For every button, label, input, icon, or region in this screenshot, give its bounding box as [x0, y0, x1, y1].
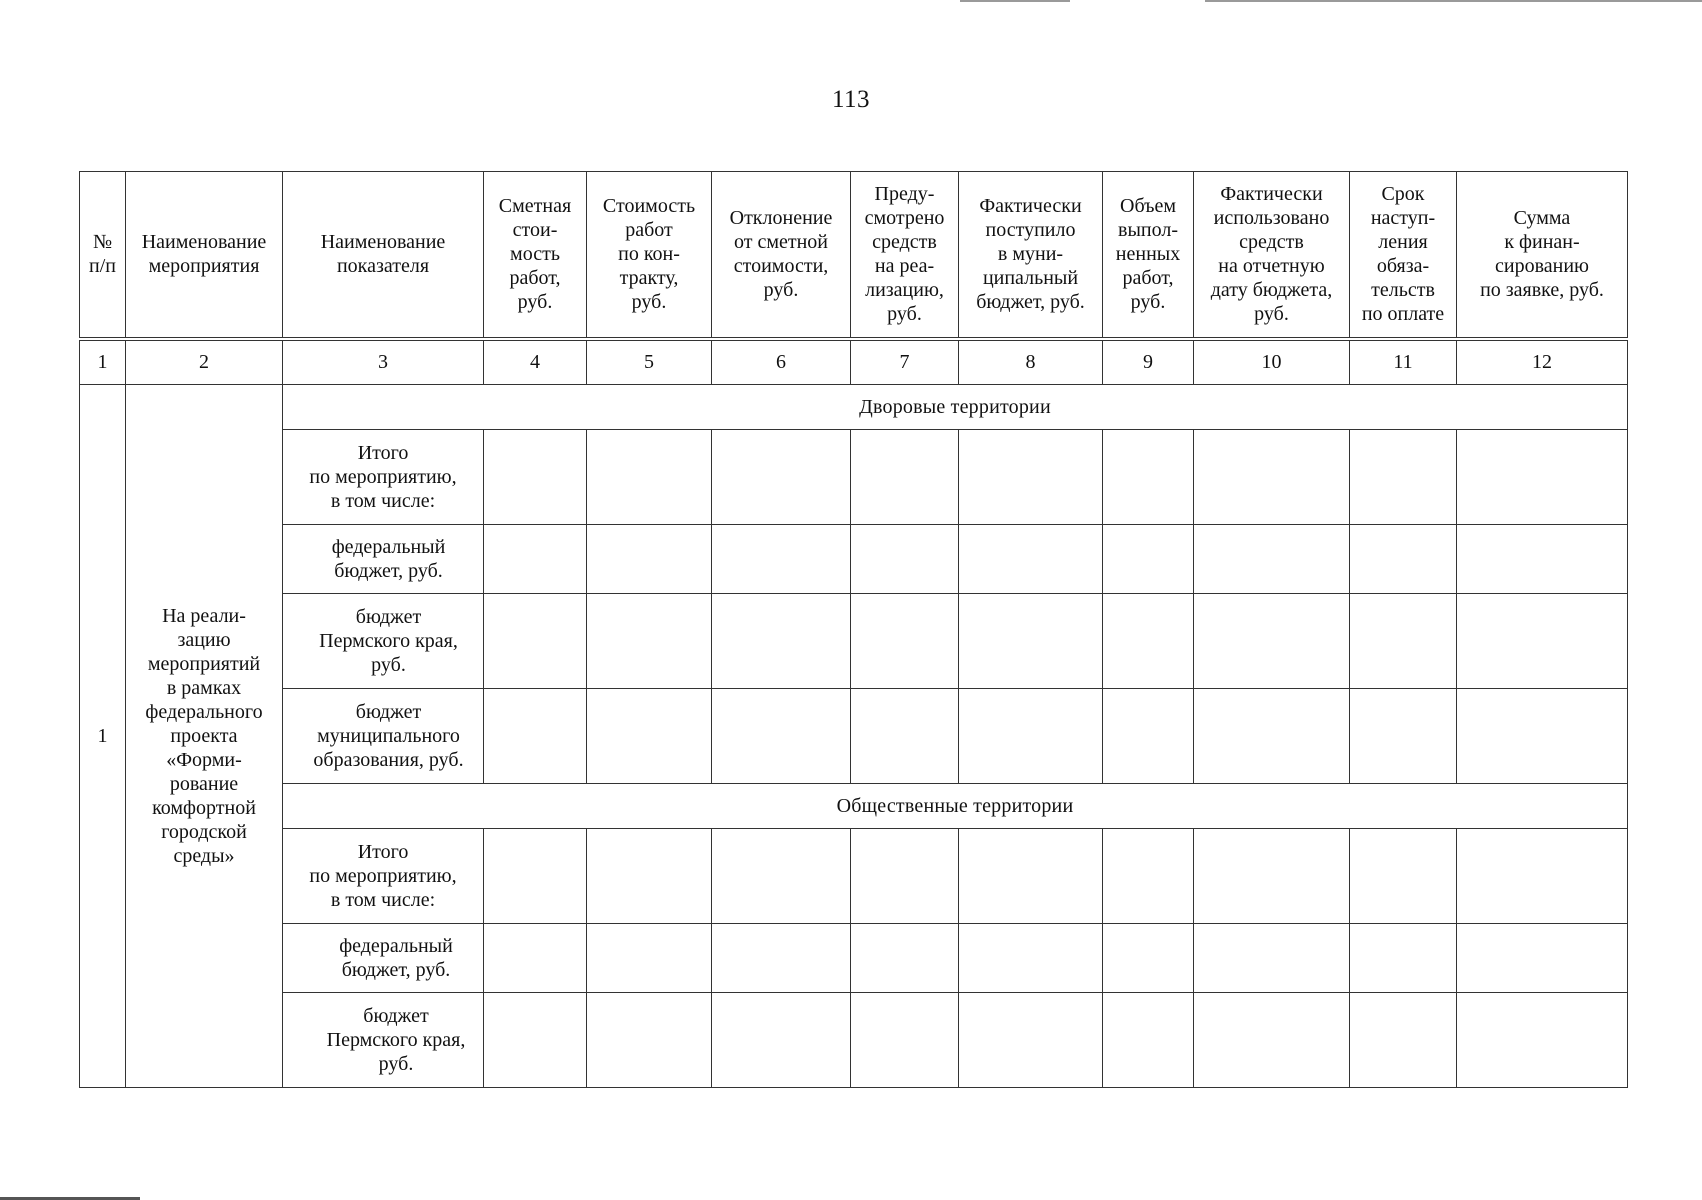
- data-cell: [587, 525, 712, 594]
- data-cell: [851, 430, 959, 525]
- scan-artifact-line: [960, 0, 1070, 2]
- header-row: [80, 172, 1628, 339]
- table-row: [80, 430, 1628, 525]
- table-row: [80, 594, 1628, 689]
- data-cell: [1194, 829, 1350, 924]
- section-row-yards: [80, 385, 1628, 430]
- indicator-label: Итого по мероприятию, в том числе:: [283, 430, 484, 525]
- table-row: [80, 829, 1628, 924]
- data-cell: [1103, 829, 1194, 924]
- data-cell: [1350, 525, 1457, 594]
- section-title: Дворовые территории: [283, 385, 1628, 430]
- data-cell: [1194, 924, 1350, 993]
- data-cell: [959, 594, 1103, 689]
- data-cell: [851, 924, 959, 993]
- data-cell: [1194, 430, 1350, 525]
- column-number: 1: [80, 339, 126, 385]
- data-cell: [587, 993, 712, 1088]
- header-cell-number: № п/п: [80, 172, 126, 339]
- data-cell: [851, 689, 959, 784]
- data-cell: [712, 689, 851, 784]
- column-number: 3: [283, 339, 484, 385]
- data-cell: [1457, 525, 1628, 594]
- indicator-label: бюджет Пермского края, руб.: [283, 993, 484, 1088]
- data-cell: [1457, 689, 1628, 784]
- column-number: 10: [1194, 339, 1350, 385]
- data-cell: [1457, 924, 1628, 993]
- data-cell: [959, 993, 1103, 1088]
- data-cell: [587, 924, 712, 993]
- data-cell: [484, 594, 587, 689]
- data-cell: [1103, 993, 1194, 1088]
- indicator-label: бюджет Пермского края, руб.: [283, 594, 484, 689]
- data-cell: [1457, 829, 1628, 924]
- data-cell: [712, 594, 851, 689]
- header-cell-indicator: Наименование показателя: [283, 172, 484, 339]
- data-cell: [712, 525, 851, 594]
- data-cell: [851, 829, 959, 924]
- data-cell: [1350, 689, 1457, 784]
- data-cell: [712, 993, 851, 1088]
- data-cell: [1350, 594, 1457, 689]
- header-cell-estimated-cost: Сметная стои- мость работ, руб.: [484, 172, 587, 339]
- data-cell: [959, 525, 1103, 594]
- header-cell-event: Наименование мероприятия: [126, 172, 283, 339]
- data-cell: [1457, 430, 1628, 525]
- row-number: 1: [80, 385, 126, 1088]
- data-cell: [851, 993, 959, 1088]
- table-row: [80, 924, 1628, 993]
- data-cell: [1350, 993, 1457, 1088]
- column-number: 9: [1103, 339, 1194, 385]
- data-cell: [1103, 594, 1194, 689]
- data-cell: [587, 689, 712, 784]
- column-number-row: [80, 339, 1628, 385]
- data-cell: [712, 924, 851, 993]
- column-number: 7: [851, 339, 959, 385]
- data-cell: [1194, 525, 1350, 594]
- data-cell: [712, 430, 851, 525]
- data-cell: [1457, 993, 1628, 1088]
- header-cell-actual-received: Фактически поступило в муни- ципальный бюджет, руб.: [959, 172, 1103, 339]
- data-cell: [587, 829, 712, 924]
- data-cell: [1194, 594, 1350, 689]
- column-number: 6: [712, 339, 851, 385]
- header-cell-planned-funds: Преду- смотрено средств на реа- лизацию, руб.: [851, 172, 959, 339]
- column-number: 12: [1457, 339, 1628, 385]
- data-cell: [484, 993, 587, 1088]
- column-number: 11: [1350, 339, 1457, 385]
- column-number: 8: [959, 339, 1103, 385]
- data-cell: [1103, 689, 1194, 784]
- indicator-label: Итого по мероприятию, в том числе:: [283, 829, 484, 924]
- data-cell: [1350, 829, 1457, 924]
- report-table: [79, 171, 1628, 1088]
- data-cell: [712, 829, 851, 924]
- data-cell: [484, 689, 587, 784]
- header-cell-payment-term: Срок наступ- ления обяза- тельств по оплате: [1350, 172, 1457, 339]
- indicator-label: федеральный бюджет, руб.: [283, 525, 484, 594]
- page-number: 113: [831, 86, 871, 113]
- table-row: [80, 993, 1628, 1088]
- header-cell-financing-sum: Сумма к финан- сированию по заявке, руб.: [1457, 172, 1628, 339]
- data-cell: [851, 594, 959, 689]
- column-number: 2: [126, 339, 283, 385]
- data-cell: [959, 829, 1103, 924]
- data-cell: [1457, 594, 1628, 689]
- data-cell: [587, 594, 712, 689]
- data-cell: [1103, 525, 1194, 594]
- indicator-label: бюджет муниципального образования, руб.: [283, 689, 484, 784]
- event-name: На реали- зацию мероприятий в рамках федерального проекта «Форми- рование комфортной городской среды»: [126, 385, 283, 1088]
- data-cell: [1103, 430, 1194, 525]
- table-row: [80, 689, 1628, 784]
- data-cell: [484, 525, 587, 594]
- data-cell: [484, 924, 587, 993]
- header-cell-actual-used: Фактически использовано средств на отчетную дату бюджета, руб.: [1194, 172, 1350, 339]
- data-cell: [1350, 924, 1457, 993]
- column-number: 5: [587, 339, 712, 385]
- data-cell: [1103, 924, 1194, 993]
- column-number: 4: [484, 339, 587, 385]
- header-cell-deviation: Отклонение от сметной стоимости, руб.: [712, 172, 851, 339]
- scan-artifact-line: [1205, 0, 1702, 2]
- data-cell: [959, 924, 1103, 993]
- table-row: [80, 525, 1628, 594]
- data-cell: [484, 829, 587, 924]
- indicator-label: федеральный бюджет, руб.: [283, 924, 484, 993]
- data-cell: [1194, 689, 1350, 784]
- data-cell: [851, 525, 959, 594]
- header-cell-contract-cost: Стоимость работ по кон- тракту, руб.: [587, 172, 712, 339]
- data-cell: [959, 689, 1103, 784]
- data-cell: [959, 430, 1103, 525]
- data-cell: [1194, 993, 1350, 1088]
- section-row-public: [80, 784, 1628, 829]
- header-cell-work-volume: Объем выпол- ненных работ, руб.: [1103, 172, 1194, 339]
- section-title: Общественные территории: [283, 784, 1628, 829]
- data-cell: [484, 430, 587, 525]
- data-cell: [587, 430, 712, 525]
- data-cell: [1350, 430, 1457, 525]
